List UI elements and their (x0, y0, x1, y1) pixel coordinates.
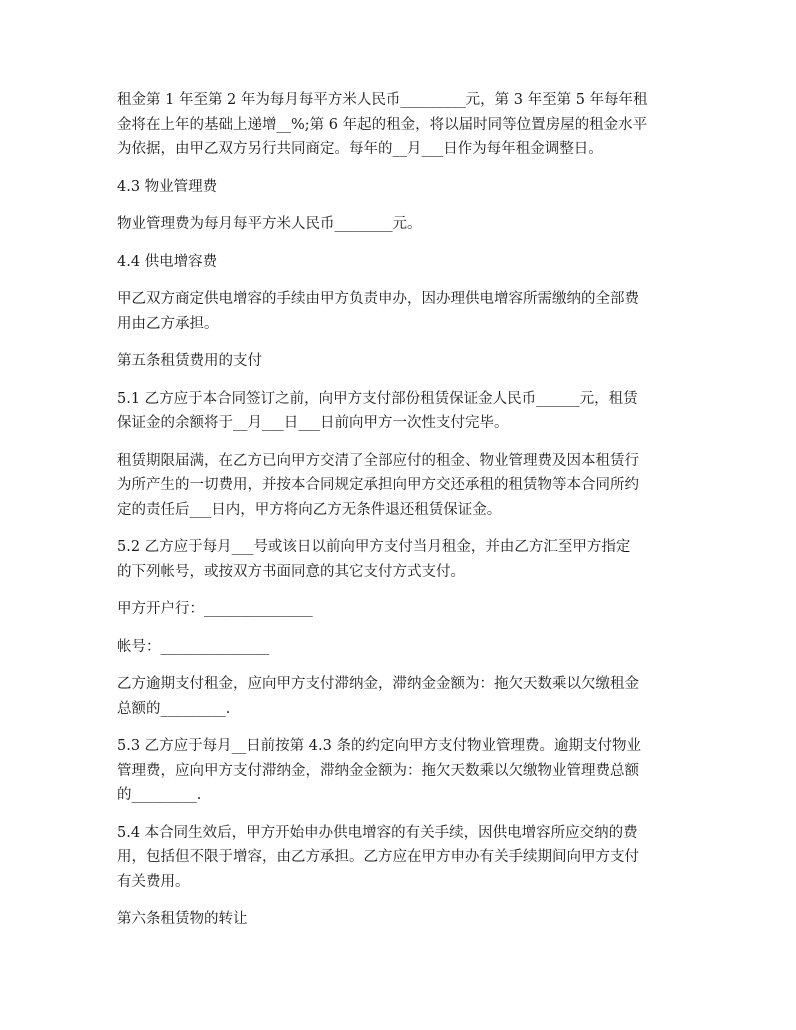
paragraph-power-capacity (117, 287, 680, 336)
text-line: 5.4 本合同生效后，甲方开始申办供电增容的有关手续，因供电增容所应交纳的费 (117, 824, 638, 841)
text-line: 4.4 供电增容费 (117, 253, 218, 270)
text-line: 帐号：_______________ (117, 638, 270, 655)
text-line: 5.2 乙方应于每月___号或该日以前向甲方支付当月租金，并由乙方汇至甲方指定 (117, 539, 631, 555)
text-line: 第六条租赁物的转让 (117, 911, 248, 927)
text-line: 用由乙方承担。 (117, 315, 219, 332)
text-line: 的_________. (117, 787, 202, 803)
text-line: 总额的_________. (117, 700, 231, 717)
text-line: 物业管理费为每月每平方米人民币________元。 (117, 216, 422, 232)
text-line: 定的责任后___日内，甲方将向乙方无条件退还租赁保证金。 (117, 501, 502, 518)
document-body (117, 88, 680, 945)
text-line: 用，包括但不限于增容，由乙方承担。乙方应在甲方申办有关手续期间向甲方支付 (117, 849, 639, 865)
text-line: 为所产生的一切费用，并按本合同规定承担向甲方交还承租的租赁物等本合同所约 (117, 477, 639, 493)
text-line: 甲方开户行：_______________ (117, 601, 313, 617)
heading-article-5 (117, 349, 680, 374)
text-line: 保证金的余额将于__月___日___日前向甲方一次性支付完毕。 (117, 415, 509, 431)
text-line: 金将在上年的基础上递增__%;第 6 年起的租金，将以届时同等位置房屋的租金水平 (117, 116, 648, 133)
text-line: 为依据，由甲乙双方另行共同商定。每年的__月___日作为每年租金调整日。 (117, 141, 603, 157)
text-line: 有关费用。 (117, 873, 190, 890)
text-line: 5.1 乙方应于本合同签订之前，向甲方支付部份租赁保证金人民币______元，租赁 (117, 390, 638, 407)
heading-article-6 (117, 907, 680, 932)
text-line: 管理费，应向甲方支付滞纳金，滞纳金金额为：拖欠天数乘以欠缴物业管理费总额 (117, 762, 639, 779)
text-line: 的下列帐号，或按双方书面同意的其它支付方式支付。 (117, 563, 465, 580)
text-line: 乙方逾期支付租金，应向甲方支付滞纳金，滞纳金金额为：拖欠天数乘以欠缴租金 (117, 676, 639, 692)
paragraph-5-3 (117, 734, 680, 808)
text-line: 4.3 物业管理费 (117, 178, 218, 195)
paragraph-5-1 (117, 387, 680, 436)
paragraph-rent-schedule (117, 88, 680, 162)
text-line: 5.3 乙方应于每月__日前按第 4.3 条的约定向甲方支付物业管理费。逾期支付物业 (117, 738, 641, 754)
paragraph-account (117, 635, 680, 660)
paragraph-deposit-refund (117, 449, 680, 523)
text-line: 租金第 1 年至第 2 年为每月每平方米人民币_________元，第 3 年至第 5 年每年租 (117, 92, 648, 108)
paragraph-late-rent (117, 672, 680, 721)
paragraph-5-4 (117, 821, 680, 895)
paragraph-5-2 (117, 535, 680, 584)
heading-4-3 (117, 175, 680, 200)
text-line: 甲乙双方商定供电增容的手续由甲方负责申办，因办理供电增容所需缴纳的全部费 (117, 291, 639, 307)
heading-4-4 (117, 250, 680, 275)
text-line: 租赁期限届满，在乙方已向甲方交清了全部应付的租金、物业管理费及因本租赁行 (117, 452, 639, 469)
paragraph-property-fee (117, 212, 680, 237)
text-line: 第五条租赁费用的支付 (117, 353, 262, 369)
paragraph-bank (117, 597, 680, 622)
